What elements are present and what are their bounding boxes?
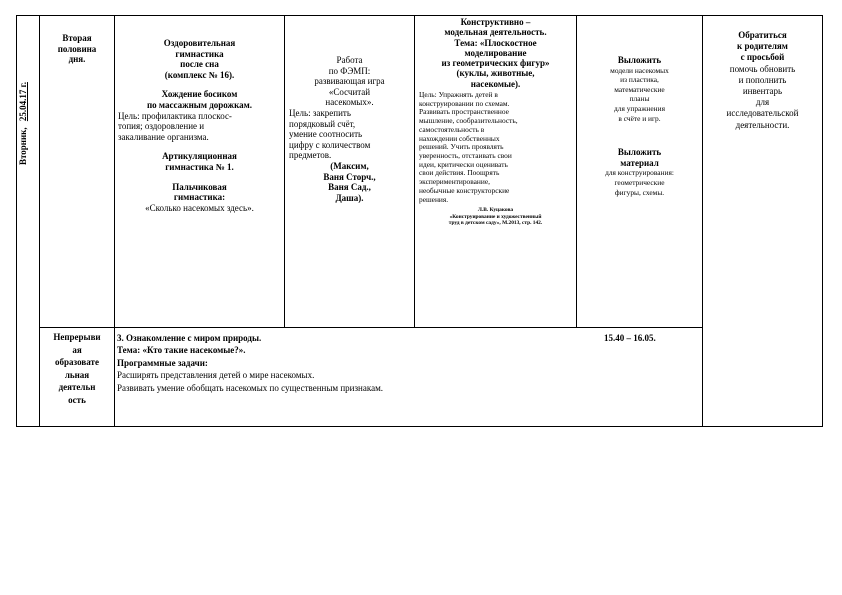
text-line: труд в детском саду», М.2013, стр. 142. (448, 219, 543, 226)
section-second-half-day (40, 33, 114, 65)
health-goal (115, 111, 284, 143)
section-line: ость (68, 394, 86, 405)
text-line: (куклы, животные, (456, 68, 535, 79)
text-line: для (755, 97, 770, 108)
day-name: Вторник, (18, 127, 28, 165)
text-line: для упражнения (614, 103, 665, 113)
literature-reference (415, 207, 576, 226)
text-line: с просьбой (740, 52, 785, 63)
spacer (115, 142, 284, 151)
cell-construction-activity (415, 17, 576, 226)
section-line: ая (72, 344, 82, 355)
setup-materials (577, 66, 702, 124)
lesson-heading: 3. Ознакомление с миром природы. (117, 333, 262, 343)
text-line: деятельности. (735, 119, 790, 130)
text-line: моделирование (464, 47, 527, 58)
section-educational-activity (40, 331, 114, 406)
date-value: 25.04.17 г. (18, 82, 28, 122)
text-line: умение соотносить (289, 129, 363, 140)
spacer (577, 123, 702, 147)
cell-lesson (117, 332, 577, 394)
math-game-title (285, 55, 414, 108)
text-line: самостоятельность в (419, 124, 485, 134)
text-line: Хождение босиком (161, 89, 238, 100)
spacer (115, 80, 284, 89)
text-line: Конструктивно – (460, 17, 531, 27)
text-line: «Конструирование и художественный (449, 213, 542, 220)
lesson-task-line: Расширять представления детей о мире насекомых. (117, 370, 315, 381)
text-line: решений. Учить проявлять (419, 142, 504, 152)
text-line: после сна (180, 59, 219, 70)
text-line: насекомых». (325, 97, 374, 108)
text-line: из пластика, (620, 75, 659, 85)
construction-goal (415, 91, 576, 204)
text-line: Артикуляционная (162, 151, 237, 162)
text-line: необычные конструкторские (419, 185, 510, 195)
text-line: Оздоровительная (163, 38, 236, 48)
day-date-label (18, 25, 28, 165)
text-line: геометрические (614, 177, 665, 187)
text-line: Цель: профилактика плоскос- (118, 110, 232, 121)
gymnastics-title (115, 38, 284, 80)
section-line: дня. (68, 54, 86, 65)
text-line: развивающая игра (314, 76, 385, 87)
text-line: Пальчиковая (172, 181, 227, 192)
text-line: мышление, сообразительность, (419, 116, 518, 126)
text-line: модели насекомых (610, 65, 669, 75)
row-divider (39, 327, 703, 328)
text-line: для конструирования: (605, 168, 674, 178)
text-line: материал (620, 157, 659, 168)
setup-materials-2 (577, 168, 702, 197)
section-line: Непрерыви (53, 332, 101, 342)
text-line: математические (614, 84, 665, 94)
text-line: конструировании по схемам. (419, 98, 510, 108)
text-line: Развивать пространственное (419, 107, 509, 117)
text-line: Выложить (617, 147, 662, 158)
text-line: нахождении собственных (419, 133, 500, 143)
spacer (115, 173, 284, 182)
text-line: предметов. (289, 150, 332, 161)
text-line: топия; оздоровление и (118, 121, 205, 132)
text-line: фигуры, схемы. (614, 187, 665, 197)
setup-title: Выложить (617, 55, 662, 65)
text-line: в счёте и игр. (618, 113, 661, 123)
text-line: гимнастика: (173, 192, 226, 203)
text-line: по массажным дорожкам. (146, 99, 252, 110)
math-goal (285, 108, 414, 161)
text-line: Обратиться (738, 30, 787, 40)
text-line: Ваня Сторч., (323, 171, 376, 182)
lesson-time: 15.40 – 16.05. (604, 333, 656, 343)
text-line: гимнастика № 1. (165, 161, 234, 172)
text-line: «Сосчитай (328, 86, 371, 97)
cell-parents-work (703, 30, 822, 131)
cell-environment-setup (577, 55, 702, 197)
text-line: Работа (336, 55, 363, 65)
barefoot-walk-title (115, 89, 284, 110)
text-line: насекомые). (470, 78, 521, 89)
text-line: Цель: Упражнять детей в (419, 90, 498, 100)
section-line: образовате (55, 357, 99, 367)
text-line: Тема: «Плоскостное (454, 37, 537, 48)
cell-math-work (285, 55, 414, 203)
text-line: Ваня Сад., (328, 182, 371, 193)
articulation-gymnastics (115, 151, 284, 172)
text-line: к родителям (737, 41, 788, 52)
text-line: планы (629, 94, 650, 104)
children-names (285, 161, 414, 203)
finger-gymnastics (115, 182, 284, 214)
text-line: «Сколько насекомых здесь». (145, 202, 254, 213)
plan-table (16, 15, 823, 427)
text-line: (комплекс № 16). (164, 69, 235, 80)
text-line: свои действия. Поощрять (419, 168, 500, 178)
text-line: из геометрических фигур» (441, 58, 550, 69)
text-line: экспериментирование, (419, 177, 490, 187)
text-line: и пополнить (738, 74, 787, 85)
lesson-tasks-label: Программные задачи: (117, 357, 208, 368)
text-line: Даша). (335, 192, 364, 203)
text-line: по ФЭМП: (328, 65, 371, 76)
construction-title (415, 17, 576, 89)
text-line: уверенность, отстаивать свои (419, 151, 512, 160)
text-line: решения. (419, 194, 449, 204)
cell-health-activities (115, 38, 284, 213)
text-line: Л.В. Куцакова (477, 207, 514, 214)
text-line: помочь обновить (729, 63, 796, 74)
table-border-right (822, 15, 823, 427)
text-line: идеи, критически оценивать (419, 159, 508, 169)
text-line: (Максим, (330, 160, 369, 171)
text-line: модельная деятельность. (444, 27, 547, 38)
section-line: половина (57, 43, 97, 54)
lesson-task-line: Развивать умение обобщать насекомых по существенным признакам. (117, 382, 384, 393)
section-line: льная (64, 369, 90, 380)
text-line: Цель: закрепить (289, 107, 351, 118)
text-line: инвентарь (742, 86, 783, 97)
text-line: цифру с количеством (289, 139, 371, 150)
text-line: гимнастика (175, 48, 224, 59)
lesson-theme: Тема: «Кто такие насекомые?». (117, 345, 246, 356)
section-line: Вторая (62, 33, 92, 43)
setup-title-2 (577, 147, 702, 168)
section-line: деятельн (58, 382, 96, 392)
text-line: исследовательской (726, 108, 799, 119)
table-border-left (16, 15, 17, 427)
text-line: закаливание организма. (118, 131, 209, 142)
text-line: порядковый счёт, (289, 118, 356, 129)
